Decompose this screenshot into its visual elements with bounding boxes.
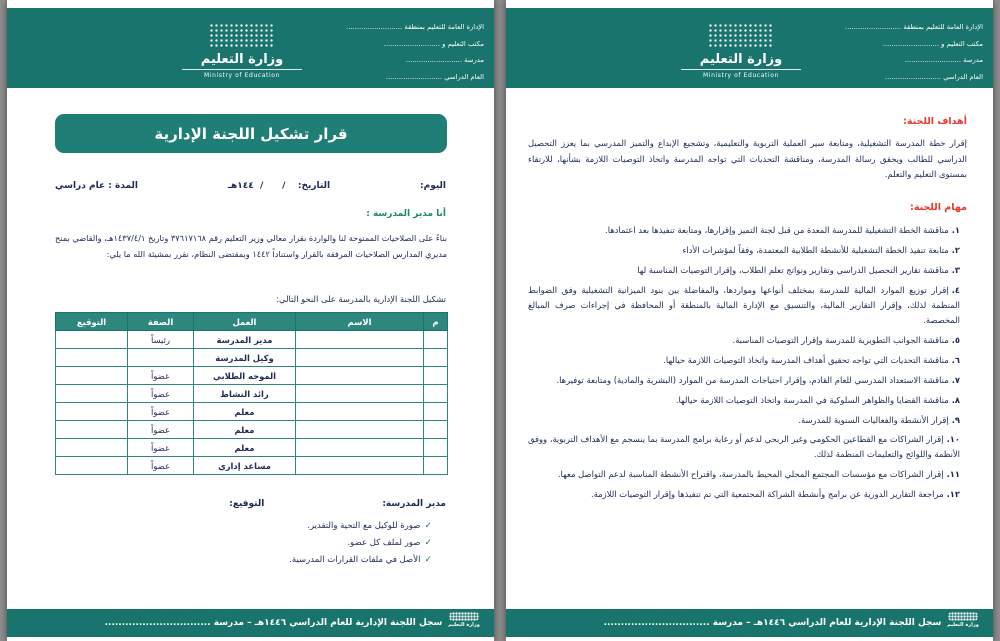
date-row — [55, 181, 446, 191]
cell-role: رئيساً — [128, 331, 194, 349]
ministry-name-ar: وزارة التعليم — [448, 622, 480, 628]
cell-work: رائد النشاط — [194, 385, 296, 403]
task-item — [528, 333, 960, 348]
ministry-name-en: Ministry of Education — [182, 69, 302, 79]
task-number: ٧. — [951, 374, 960, 385]
cell-number — [424, 403, 448, 421]
task-text: مناقشة الاستعداد المدرسي للعام القادم، وإقرار احتياجات المدرسة من الموارد (البشرية والمادية) ومتابعة توفيرها. — [556, 374, 949, 385]
task-number: ٣. — [951, 264, 960, 275]
cell-name — [296, 421, 424, 439]
task-number: ٦. — [951, 354, 960, 365]
table-intro: تشكيل اللجنة الإدارية بالمدرسة على النحو التالي: — [276, 294, 446, 304]
cell-number — [424, 457, 448, 475]
ministry-emblem-icon — [948, 612, 978, 621]
task-text: متابعة تنفيذ الخطة التشغيلية للأنشطة الطلابية المعتمدة، وفقاً لمؤشرات الأداء — [682, 244, 949, 255]
cell-number — [424, 385, 448, 403]
salutation: أنا مدير المدرسة : — [366, 209, 446, 219]
cell-work: معلم — [194, 439, 296, 457]
check-item-label: صور لملف كل عضو. — [347, 538, 421, 548]
task-text: مناقشة القضايا والظواهر السلوكية في المدرسة واتخاذ التوصيات اللازمة حيالها. — [675, 394, 949, 405]
task-number: ١٢. — [946, 489, 960, 500]
cell-signature — [56, 385, 128, 403]
decree-paragraph: بناءً على الصلاحيات الممنوحة لنا والواردة بقرار معالي وزير التعليم رقم ٣٧٦١٧١٦٨ وتاريخ ١٤٣٧/٤/١هـ، والقاضي بمنح مديري المدارس الصلاحيات المرفقة بالقرار واستناداً ١٤٤٢ وبمقتضى النظام، نقرر بمشيئة الله ما يلي: — [55, 233, 447, 259]
cell-name — [296, 331, 424, 349]
ministry-emblem-icon — [708, 23, 774, 49]
cell-role: عضواً — [128, 421, 194, 439]
ministry-name-ar: وزارة التعليم — [947, 622, 979, 628]
task-text: مناقشة الجوانب التطويرية للمدرسة وإقرار التوصيات المناسبة. — [732, 334, 949, 345]
col-header-number: م — [424, 313, 448, 331]
cell-work: وكيل المدرسة — [194, 349, 296, 367]
task-item — [528, 487, 960, 502]
cell-work: مدير المدرسة — [194, 331, 296, 349]
ministry-logo-mini — [940, 611, 986, 628]
task-number: ١١. — [946, 469, 960, 480]
check-item — [289, 538, 432, 548]
cell-work: معلم — [194, 421, 296, 439]
signature-row — [229, 499, 446, 509]
cell-signature — [56, 439, 128, 457]
header-field-office: مكتب التعليم و .......................... — [383, 39, 484, 48]
check-item-label: الأصل في ملفات القرارات المدرسية. — [289, 555, 421, 565]
check-item — [289, 555, 432, 565]
table-row — [56, 331, 448, 349]
header-field-region: الإدارة العامة للتعليم بمنطقة .......................... — [346, 23, 484, 31]
cell-role: عضواً — [128, 403, 194, 421]
cell-name — [296, 349, 424, 367]
objectives-paragraph: إقرار خطة المدرسة التشغيلية، ومتابعة سير العملية التربوية والتعليمية، وتشجيع الإبداع والتميز المدرسي بما يعزز التحصيل الدراسي للطالب ويحقق رسالة المدرسة، ومناقشة التحديات التي تواجه المدرسة واتخاذ التوصيات اللازمة بشأنها، للارتقاء بمستوى التعليم والتعلم. — [528, 138, 967, 180]
task-item — [528, 432, 960, 462]
cell-name — [296, 385, 424, 403]
col-header-name: الاسم — [296, 313, 424, 331]
cell-signature — [56, 349, 128, 367]
header-field-year: العام الدراسي .......................... — [385, 72, 484, 81]
task-item — [528, 223, 960, 238]
col-header-signature: التوقيع — [56, 313, 128, 331]
header-field-region: الإدارة العامة للتعليم بمنطقة .......................... — [845, 23, 983, 31]
decision-title: قرار تشكيل اللجنة الإدارية — [154, 124, 348, 143]
task-text: إقرار توزيع الموارد المالية للمدرسة بمختلف أنواعها ومواردها، والمفاضلة بين بنود الميزانية التشغيلية وفق الضوابط المنظمة لذلك، وإقرار التقارير المالية، والتنسيق مع الإدارة المالية بالمنطقة أو المحافظة في إجراءات صرف المبالغ المخصصة. — [528, 284, 960, 325]
task-item — [528, 373, 960, 388]
cell-role: عضواً — [128, 385, 194, 403]
cell-number — [424, 421, 448, 439]
ministry-emblem-icon — [449, 612, 479, 621]
cell-signature — [56, 331, 128, 349]
cell-signature — [56, 421, 128, 439]
task-text: إقرار الأنشطة والفعاليات السنوية للمدرسة. — [798, 414, 949, 425]
ministry-emblem-icon — [209, 23, 275, 49]
check-icon: ✓ — [424, 555, 432, 565]
cell-name — [296, 457, 424, 475]
task-item — [528, 393, 960, 408]
task-number: ٨. — [951, 394, 960, 405]
cell-work: الموجه الطلابي — [194, 367, 296, 385]
ministry-name-ar: وزارة التعليم — [200, 52, 284, 67]
task-number: ١. — [951, 225, 960, 235]
task-number: ٩. — [951, 414, 960, 425]
task-number: ٥. — [951, 334, 960, 345]
task-text: إقرار الشراكات مع مؤسسات المجتمع المحلي المحيط بالمدرسة، واقتراح الأنشطة المناسبة لدعم التواصل معها. — [557, 469, 944, 480]
cell-signature — [56, 367, 128, 385]
task-number: ٤. — [951, 284, 960, 295]
day-label: اليوم: — [420, 181, 446, 191]
cell-number — [424, 331, 448, 349]
cell-work: معلم — [194, 403, 296, 421]
cell-name — [296, 403, 424, 421]
check-icon: ✓ — [424, 521, 432, 531]
header-field-school: مدرسة .......................... — [405, 56, 484, 64]
cell-name — [296, 439, 424, 457]
task-text: مراجعة التقارير الدورية عن برامج وأنشطة الشراكة المجتمعية التي تم تنفيذها وإقرار التوصيات اللازمة. — [591, 489, 944, 500]
cell-work: مساعد إداري — [194, 457, 296, 475]
distribution-checklist — [289, 521, 432, 572]
signature-label: التوقيع: — [229, 499, 265, 509]
committee-table — [55, 312, 448, 475]
footer-text: سجل اللجنة الإدارية للعام الدراسي ١٤٤٦هـ – مدرسة ............................... — [104, 618, 443, 628]
ministry-logo — [681, 23, 801, 79]
ministry-name-ar: وزارة التعليم — [699, 52, 783, 67]
cell-role: عضواً — [128, 457, 194, 475]
cell-role: عضواً — [128, 367, 194, 385]
cell-name — [296, 367, 424, 385]
ministry-name-en: Ministry of Education — [681, 69, 801, 79]
header-band — [7, 8, 494, 88]
tasks-list — [528, 223, 960, 507]
task-text: مناقشة التحديات التي تواجه تحقيق أهداف المدرسة واتخاذ التوصيات اللازمة حيالها. — [663, 354, 949, 365]
task-text: مناقشة الخطة التشغيلية للمدرسة المعدة من قبل لجنة التميز وإقرارها، ومتابعة تنفيذها بعد اعتمادها. — [605, 225, 949, 235]
table-row — [56, 439, 448, 457]
task-item — [528, 413, 960, 428]
header-band — [506, 8, 993, 88]
cell-number — [424, 349, 448, 367]
header-fields — [302, 19, 484, 85]
cell-role: عضواً — [128, 439, 194, 457]
check-item — [289, 521, 432, 531]
date-label: التاريخ: / / ١٤٤هـ — [227, 181, 331, 191]
task-item — [528, 283, 960, 328]
task-number: ٢. — [951, 244, 960, 255]
table-header-row — [56, 313, 448, 331]
task-number: ١٠. — [946, 434, 960, 445]
task-item — [528, 467, 960, 482]
duration-label: المدة : عام دراسي — [55, 181, 138, 191]
table-row — [56, 367, 448, 385]
cell-signature — [56, 403, 128, 421]
cell-role — [128, 349, 194, 367]
header-field-school: مدرسة .......................... — [904, 56, 983, 64]
ministry-logo — [182, 23, 302, 79]
page-tasks — [506, 0, 993, 641]
footer-band — [7, 609, 494, 637]
table-row — [56, 457, 448, 475]
header-field-office: مكتب التعليم و .......................... — [882, 39, 983, 48]
cell-signature — [56, 457, 128, 475]
check-icon: ✓ — [424, 538, 432, 548]
header-fields — [801, 19, 983, 85]
check-item-label: صورة للوكيل مع التحية والتقدير. — [307, 521, 421, 531]
table-row — [56, 349, 448, 367]
task-text: مناقشة تقارير التحصيل الدراسي وتقارير ونواتج تعلم الطلاب، وإقرار التوصيات المناسبة لها — [637, 264, 949, 275]
objectives-heading: أهداف اللجنة: — [903, 116, 967, 127]
footer-text: سجل اللجنة الإدارية للعام الدراسي ١٤٤٦هـ – مدرسة ............................... — [603, 618, 942, 628]
ministry-logo-mini — [441, 611, 487, 628]
header-field-year: العام الدراسي .......................... — [884, 72, 983, 81]
cell-number — [424, 367, 448, 385]
col-header-role: الصفة — [128, 313, 194, 331]
footer-band — [506, 609, 993, 637]
table-row — [56, 403, 448, 421]
table-row — [56, 385, 448, 403]
page-decision — [7, 0, 494, 641]
cell-number — [424, 439, 448, 457]
tasks-heading: مهام اللجنة: — [910, 202, 967, 213]
col-header-work: العمل — [194, 313, 296, 331]
principal-label: مدير المدرسة: — [382, 499, 446, 509]
task-item — [528, 243, 960, 258]
task-item — [528, 263, 960, 278]
task-text: إقرار الشراكات مع القطاعين الحكومي وغير الربحي لدعم أو رعاية برامج المدرسة بما ينسجم مع الأهداف التربوية، ووفق الأنظمة واللوائح والتعليمات المنظمة لذلك. — [528, 434, 960, 460]
decision-title-box — [55, 114, 447, 153]
table-row — [56, 421, 448, 439]
task-item — [528, 353, 960, 368]
